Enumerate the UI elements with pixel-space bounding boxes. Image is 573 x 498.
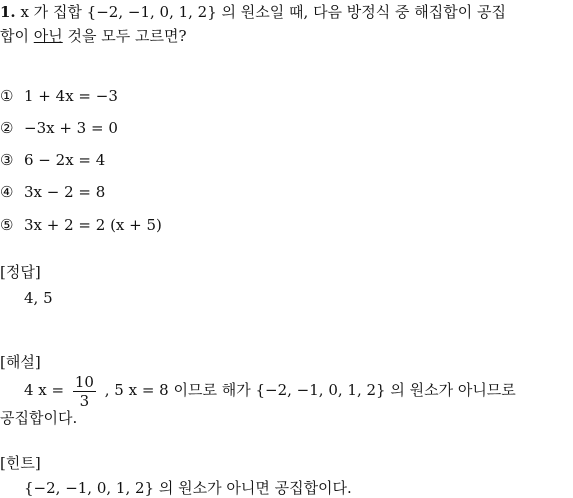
answer-label: [정답]: [0, 263, 41, 281]
option-mark: ③: [0, 151, 14, 169]
fraction-numerator: 10: [74, 372, 94, 391]
question-text-post: 것을 모두 고르면?: [62, 27, 187, 45]
option-mark: ①: [0, 87, 14, 105]
explanation-post: , 5 x = 8 이므로 해가 {−2, −1, 0, 1, 2} 의 원소가 아니므로: [104, 381, 516, 399]
question-number: 1.: [0, 3, 16, 21]
fraction: [73, 373, 96, 410]
question-line-1: [0, 2, 506, 22]
fraction-denominator: 3: [79, 391, 90, 410]
question-line-2: [0, 26, 187, 46]
option-mark: ④: [0, 183, 14, 201]
question-text: x 가 집합 {−2, −1, 0, 1, 2} 의 원소일 때, 다음 방정식 중 해집합이 공집: [20, 3, 507, 21]
option-text: 1 + 4x = −3: [24, 87, 118, 105]
question-text-pre: 합이: [0, 27, 34, 45]
option-2: [0, 118, 118, 138]
option-text: −3x + 3 = 0: [24, 119, 118, 137]
option-3: [0, 150, 105, 170]
option-text: 3x − 2 = 8: [24, 183, 106, 201]
option-4: [0, 182, 105, 202]
explanation-pre: 4 x =: [24, 381, 65, 399]
answer-value: 4, 5: [24, 289, 53, 307]
option-mark: ②: [0, 119, 14, 137]
hint-label: [힌트]: [0, 454, 41, 472]
option-text: 3x + 2 = 2 (x + 5): [24, 216, 162, 234]
explanation-line-1: [24, 370, 516, 410]
option-1: [0, 86, 118, 106]
explanation-label: [해설]: [0, 353, 41, 371]
option-text: 6 − 2x = 4: [24, 151, 106, 169]
hint-text: {−2, −1, 0, 1, 2} 의 원소가 아니면 공집합이다.: [24, 479, 352, 497]
explanation-line-2: 공집합이다.: [0, 409, 78, 427]
option-5: [0, 215, 162, 235]
option-mark: ⑤: [0, 216, 14, 234]
question-underlined-word: 아닌: [33, 27, 63, 45]
